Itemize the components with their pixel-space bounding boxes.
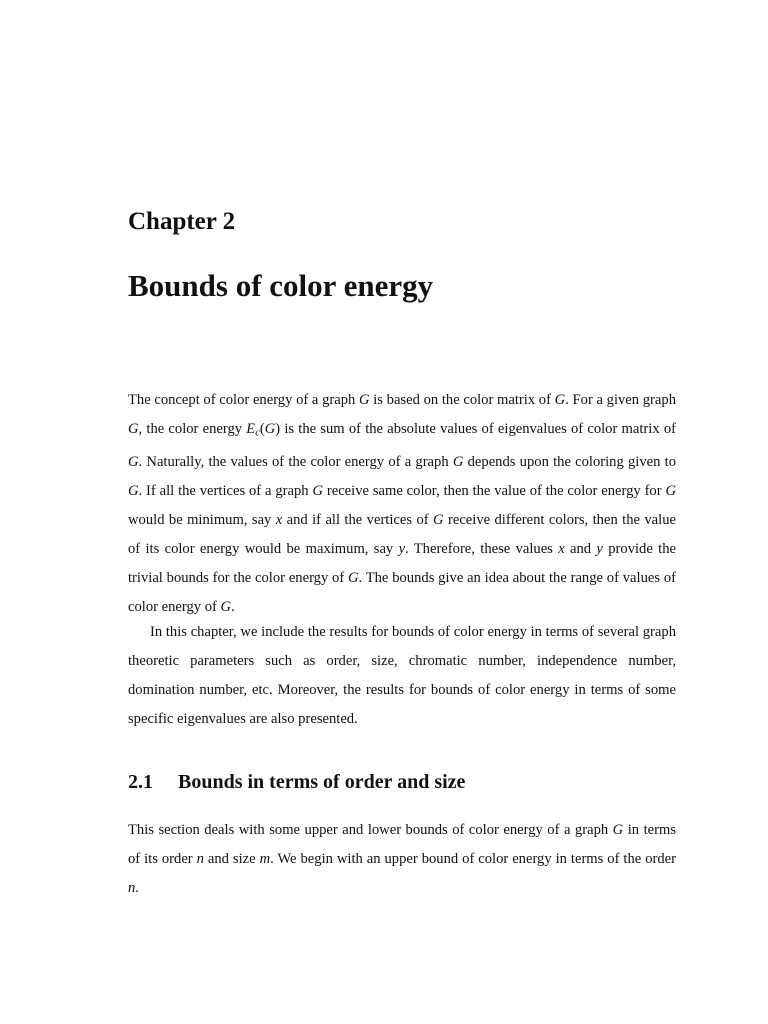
chapter-label: Chapter 2 — [128, 208, 236, 235]
math-variable: G — [452, 453, 464, 470]
math-variable: G — [665, 482, 676, 499]
math-variable: G — [348, 569, 359, 586]
math-variable: n — [128, 880, 136, 896]
math-variable: G — [128, 421, 139, 437]
math-variable: n — [196, 851, 204, 867]
math-variable: G — [128, 482, 139, 499]
math-subscript: c — [255, 427, 260, 439]
section-paragraph-1: This section deals with some upper and lower bounds of color energy of a graph G in terms of its order n and size m. We begin with an upper bound of color energy in terms of the order n. — [128, 822, 676, 896]
math-variable: x — [558, 540, 565, 557]
math-variable: G — [433, 511, 444, 528]
math-variable: x — [275, 511, 283, 528]
chapter-title: Bounds of color energy — [128, 268, 434, 303]
math-variable: G — [359, 392, 370, 408]
math-variable: y — [596, 540, 603, 557]
math-variable: G — [220, 598, 232, 615]
math-variable: G — [612, 822, 624, 838]
intro-paragraph-1: The concept of color energy of a graph G is based on the color matrix of G. For a given graph G, the color energy $E_c(G)$ is the sum of the absolute values of eigenvalues of color matrix of G. Naturally, the values of the color energy of a graph G depends upon the coloring given to G. If all the vertices of a graph G receive same color, then the value of the color energy for G would be minimum, say x and if all the vertices of G receive different colors, then the value of its color energy would be maximum, say y. Therefore, these values x and y provide the trivial bounds for the color energy of G. The bounds give an idea about the range of values of color energy of G. — [128, 392, 676, 615]
math-variable: E — [246, 421, 256, 437]
intro-paragraph-2: In this chapter, we include the results for bounds of color energy in terms of several graph theoretic parameters such as order, size, chromatic number, independence number, domination number, etc. Moreover, the results for bounds of color energy in terms of some specific eigenvalues are also presented. — [128, 624, 676, 727]
section-heading — [128, 771, 465, 794]
math-variable: G — [128, 453, 139, 470]
section-title: Bounds in terms of order and size — [178, 771, 466, 793]
math-variable: m — [259, 851, 271, 867]
math-variable: G — [312, 482, 323, 499]
math-variable: G — [264, 421, 276, 437]
math-variable: y — [398, 540, 406, 557]
section-number: 2.1 — [128, 771, 153, 793]
math-variable: G — [554, 392, 566, 408]
